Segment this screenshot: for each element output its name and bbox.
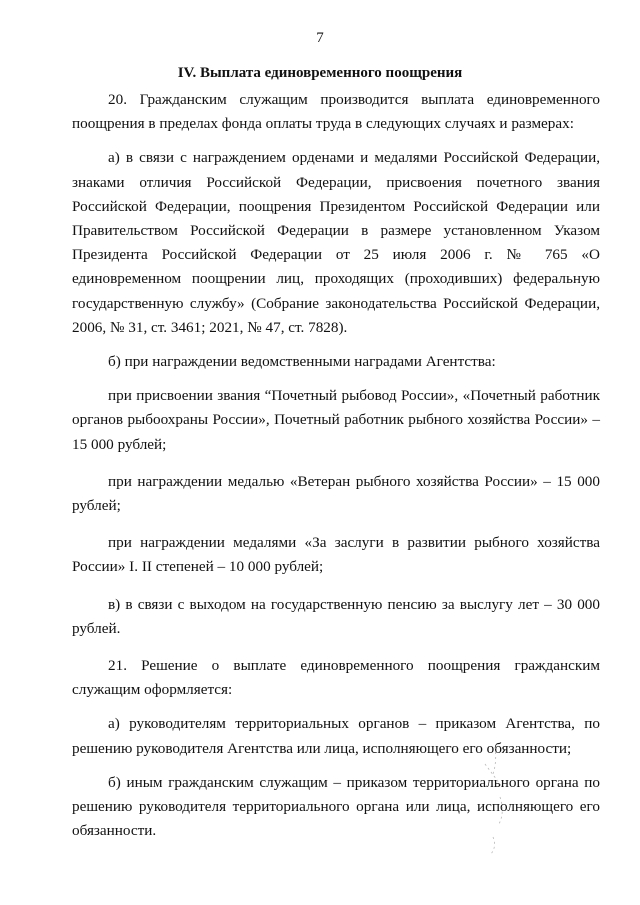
paragraph-20v: в) в связи с выходом на государственную пенсию за выслугу лет – 30 000 рублей. bbox=[72, 595, 600, 637]
paragraph-20a: а) в связи с награждением орденами и медалями Российской Федерации, знаками отличия Российской Федерации, присвоения почетного звания Российской Федерации, поощрения Президентом Российской Федерации или Правительством Российской Федерации в размере установленном Указом Президента Российской Федерации от 25 июля 2006 г. № 765 «О единовременном поощрении лиц, проходящих (проходивших) федеральную государственную службу» (Собрание законодательства Российской Федерации, 2006, № 31, ст. 3461; 2021, № 47, ст. 7828). bbox=[72, 149, 600, 336]
paragraph-21: 21. Решение о выплате единовременного поощрения гражданским служащим оформляется: bbox=[72, 657, 600, 699]
paragraph-veteran-medal: при награждении медалью «Ветеран рыбного хозяйства России» – 15 000 рублей; bbox=[72, 472, 600, 515]
paragraph-20b: б) при награждении ведомственными наградами Агентства: bbox=[108, 353, 496, 371]
section-heading: IV. Выплата единовременного поощрения bbox=[177, 65, 463, 81]
document-body bbox=[72, 88, 600, 843]
pen-mark-scribble bbox=[455, 742, 535, 862]
page-number: 7 bbox=[316, 30, 324, 46]
paragraph-award-titles: при присвоении звания “Почетный рыбовод России», «Почетный работник органов рыбоохраны России», Почетный работник рыбного хозяйства России» – 15 000 рублей; bbox=[72, 387, 600, 453]
paragraph-21a: а) руководителям территориальных органов – приказом Агентства, по решению руководителя Агентства или лица, исполняющего его обязанности; bbox=[72, 715, 600, 757]
paragraph-merit-medals: при награждении медалями «За заслуги в развитии рыбного хозяйства России» I. II степеней – 10 000 рублей; bbox=[72, 534, 600, 576]
paragraph-20: 20. Гражданским служащим производится выплата единовременного поощрения в пределах фонда оплаты труда в следующих случаях и размерах: bbox=[72, 91, 600, 133]
paragraph-21b: б) иным гражданским служащим – приказом территориального органа по решению руководителя территориального органа или лица, исполняющего его обязанности. bbox=[72, 773, 600, 840]
